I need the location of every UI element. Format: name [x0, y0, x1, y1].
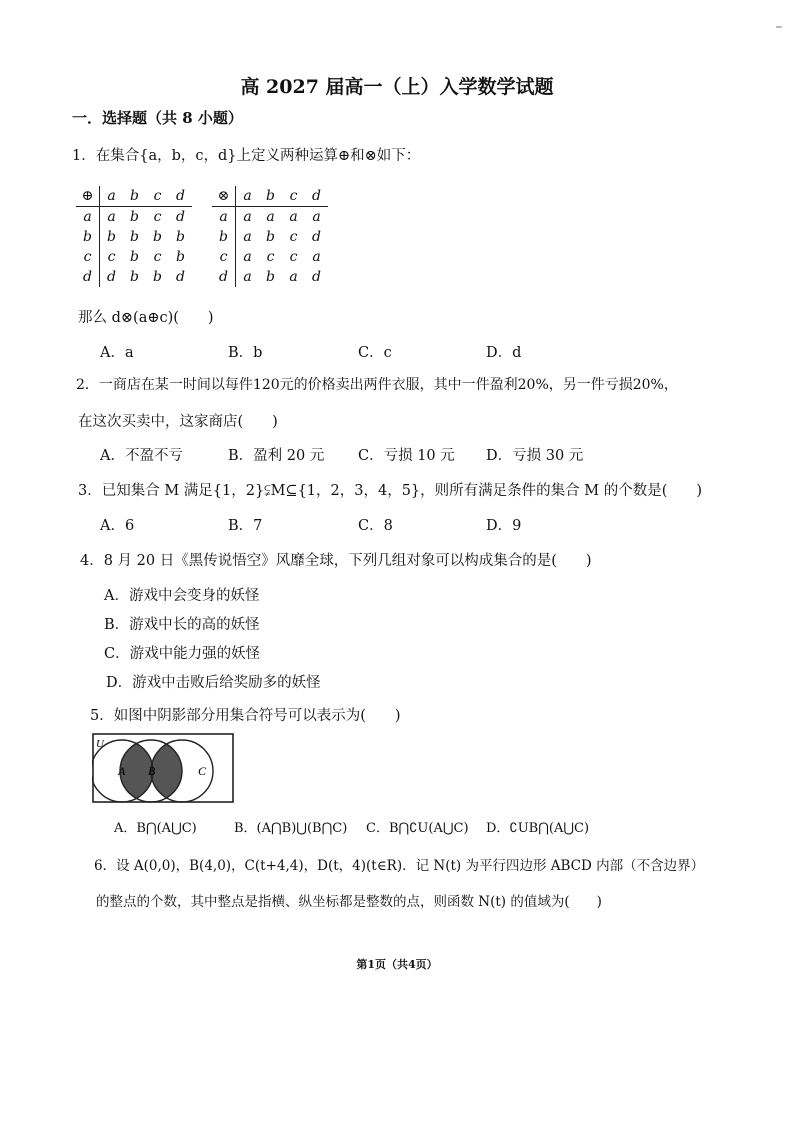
option-a[interactable]: A．游戏中会变身的妖怪	[104, 588, 260, 604]
table-cell: b	[259, 186, 282, 207]
table-cell: d	[312, 269, 321, 285]
table-cell: d	[76, 267, 100, 287]
q5-stem: 5．如图中阴影部分用集合符号可以表示为( )	[90, 708, 401, 724]
q3-stem: 3．已知集合 M 满足{1，2}⫋M⊆{1，2，3，4，5}，则所有满足条件的集合 M 的个数是( )	[78, 483, 703, 499]
option-d[interactable]: D．亏损 30 元	[486, 448, 584, 464]
q6-line1: 6．设 A(0,0)，B(4,0)，C(t+4,4)，D(t，4)(t∈R)．记 N(t) 为平行四边形 ABCD 内部（不含边界）	[94, 858, 705, 874]
table-cell: ⊕	[76, 186, 100, 207]
table-cell: c	[153, 209, 162, 225]
table-cell: d	[305, 186, 328, 207]
table-cell: d	[176, 209, 185, 225]
q1-stem: 1．在集合{a，b，c，d}上定义两种运算⊕和⊗如下：	[72, 148, 421, 164]
table-otimes	[212, 186, 328, 287]
table-cell: a	[289, 269, 298, 285]
option-b[interactable]: B．b	[228, 345, 263, 361]
table-cell: a	[243, 229, 252, 245]
table-cell: b	[176, 229, 185, 245]
venn-diagram	[92, 733, 234, 803]
table-cell: c	[153, 249, 162, 265]
table-row	[76, 207, 192, 228]
table-oplus	[76, 186, 192, 287]
label-u: U	[96, 738, 104, 750]
table-cell: c	[289, 249, 298, 265]
label-a: A	[118, 764, 126, 778]
table-cell: c	[289, 229, 298, 245]
q1-ask: 那么 d⊗(a⊕c)( )	[78, 310, 214, 326]
option-c[interactable]: C．亏损 10 元	[358, 448, 455, 464]
table-cell: b	[266, 229, 275, 245]
scan-mark	[776, 26, 782, 28]
option-c[interactable]: C．B⋂∁U(A⋃C)	[366, 821, 469, 836]
table-cell: b	[130, 249, 139, 265]
label-c: C	[198, 764, 207, 778]
section-heading: 一．选择题（共 8 小题）	[72, 109, 243, 127]
table-cell: a	[236, 186, 260, 207]
option-c[interactable]: C．游戏中能力强的妖怪	[104, 646, 261, 662]
table-cell: b	[153, 269, 162, 285]
page-title: 高 2027 届高一（上）入学数学试题	[240, 76, 554, 98]
table-row	[212, 207, 328, 228]
option-c[interactable]: C．c	[358, 345, 392, 361]
table-cell: b	[123, 186, 146, 207]
table-cell: c	[282, 186, 305, 207]
table-row	[76, 247, 192, 267]
q4-stem: 4．8 月 20 日《黑传说悟空》风靡全球，下列几组对象可以构成集合的是( )	[80, 553, 592, 569]
table-cell: b	[176, 249, 185, 265]
table-row	[76, 227, 192, 247]
page-footer: 第1页（共4页）	[356, 958, 438, 971]
option-a[interactable]: A．不盈不亏	[100, 448, 183, 464]
table-cell: a	[107, 209, 116, 225]
option-c[interactable]: C．8	[358, 518, 393, 534]
table-cell: c	[107, 249, 116, 265]
table-cell: a	[243, 249, 252, 265]
q2-line2: 在这次买卖中，这家商店( )	[78, 414, 278, 430]
table-cell: d	[176, 269, 185, 285]
table-row	[76, 267, 192, 287]
table-cell: b	[153, 229, 162, 245]
table-row	[212, 267, 328, 287]
table-cell: a	[243, 209, 252, 225]
table-cell: b	[212, 227, 236, 247]
table-cell: a	[76, 207, 100, 228]
table-row	[212, 227, 328, 247]
table-cell: b	[76, 227, 100, 247]
table-cell: d	[212, 267, 236, 287]
q2-line1: 2．一商店在某一时间以每件120元的价格卖出两件衣服，其中一件盈利20%，另一件亏损20%，	[76, 377, 678, 393]
table-cell: d	[169, 186, 192, 207]
table-cell: c	[266, 249, 275, 265]
option-d[interactable]: D．∁UB⋂(A⋃C)	[486, 821, 590, 836]
table-cell: d	[107, 269, 116, 285]
table-cell: a	[243, 269, 252, 285]
table-cell: a	[266, 209, 275, 225]
table-cell: c	[76, 247, 100, 267]
option-a[interactable]: A．a	[100, 345, 134, 361]
table-cell: b	[130, 229, 139, 245]
option-b[interactable]: B．7	[228, 518, 263, 534]
option-b[interactable]: B．游戏中长的高的妖怪	[104, 617, 260, 633]
table-cell: a	[312, 209, 321, 225]
table-cell: c	[212, 247, 236, 267]
option-b[interactable]: B．盈利 20 元	[228, 448, 325, 464]
table-cell: a	[212, 207, 236, 228]
table-row	[212, 186, 328, 207]
option-d[interactable]: D．d	[486, 345, 522, 361]
table-cell: b	[130, 209, 139, 225]
option-a[interactable]: A．6	[100, 518, 135, 534]
option-d[interactable]: D．9	[486, 518, 522, 534]
table-cell: b	[107, 229, 116, 245]
table-cell: b	[266, 269, 275, 285]
table-cell: b	[130, 269, 139, 285]
table-row	[76, 186, 192, 207]
option-d[interactable]: D．游戏中击败后给奖励多的妖怪	[106, 675, 321, 691]
option-a[interactable]: A．B⋂(A⋃C)	[114, 821, 197, 836]
q6-line2: 的整点的个数，其中整点是指横、纵坐标都是整数的点，则函数 N(t) 的值域为( )	[96, 894, 602, 910]
table-cell: a	[289, 209, 298, 225]
option-b[interactable]: B．(A⋂B)⋃(B⋂C)	[234, 821, 348, 836]
table-cell: a	[100, 186, 124, 207]
table-cell: a	[312, 249, 321, 265]
table-row	[212, 247, 328, 267]
label-b: B	[148, 764, 156, 778]
table-cell: c	[146, 186, 169, 207]
table-cell: d	[312, 229, 321, 245]
table-cell: ⊗	[212, 186, 236, 207]
